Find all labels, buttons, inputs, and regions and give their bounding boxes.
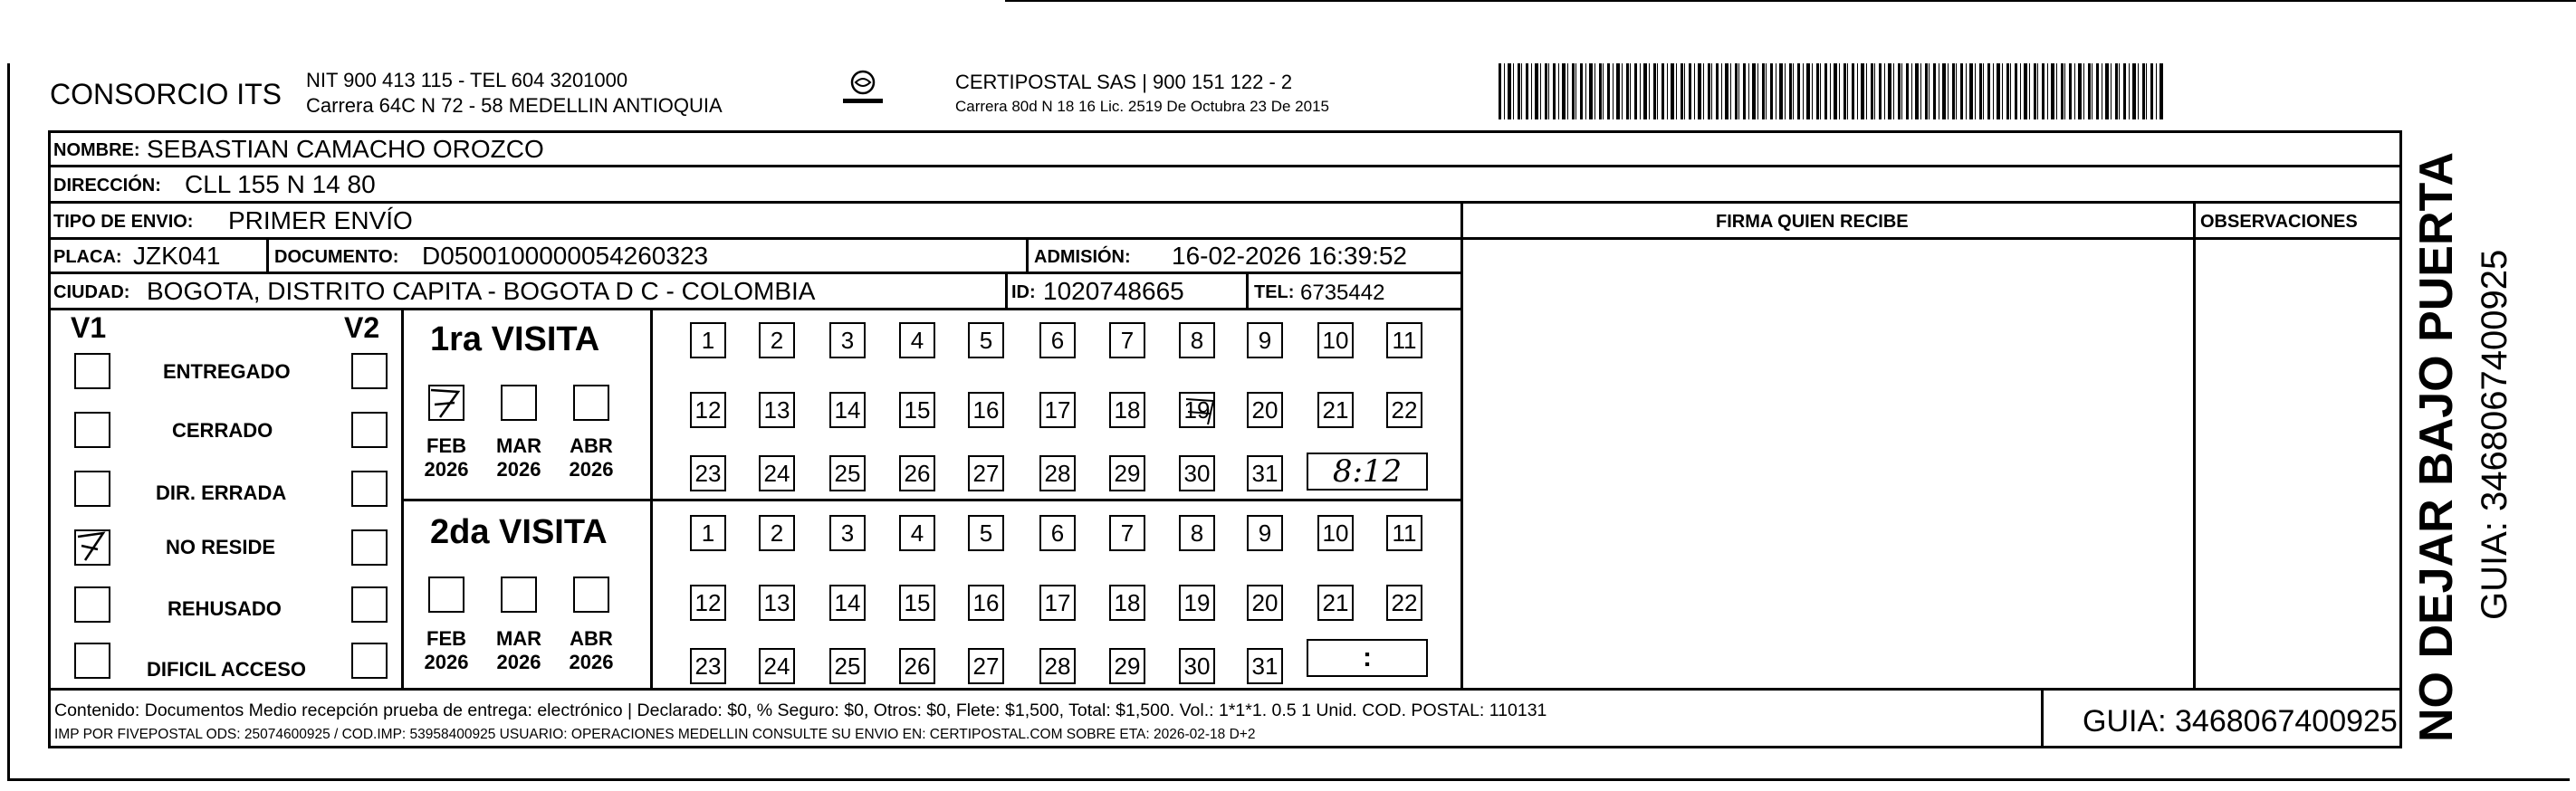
- visit2-day-26[interactable]: 26: [899, 648, 935, 684]
- visit2-day-19[interactable]: 19: [1179, 585, 1215, 621]
- barcode: [1499, 63, 2164, 119]
- table-left-line: [48, 130, 51, 748]
- v1-checkbox-rehusado[interactable]: [74, 586, 110, 623]
- visit1-day-29[interactable]: 29: [1109, 455, 1145, 491]
- form-left-edge: [7, 63, 10, 778]
- placa-label: PLACA:: [53, 247, 122, 267]
- visit2-day-30[interactable]: 30: [1179, 648, 1215, 684]
- visit2-day-13[interactable]: 13: [759, 585, 795, 621]
- visit2-day-21[interactable]: 21: [1317, 585, 1354, 621]
- visit2-day-2[interactable]: 2: [759, 515, 795, 551]
- visit1-day-3[interactable]: 3: [829, 322, 866, 358]
- checkmark-icon: [427, 383, 464, 419]
- visit2-day-4[interactable]: 4: [899, 515, 935, 551]
- visit2-day-3[interactable]: 3: [829, 515, 866, 551]
- visit1-day-31[interactable]: 31: [1247, 455, 1283, 491]
- visit2-title: 2da VISITA: [430, 513, 608, 551]
- documento-value: D0500100000054260323: [422, 242, 709, 270]
- visit1-day-14[interactable]: 14: [829, 392, 866, 428]
- direccion-label: DIRECCIÓN:: [53, 176, 161, 195]
- certipostal-license: Carrera 80d N 18 16 Lic. 2519 De Octubra 23 De 2015: [955, 98, 1329, 115]
- v1-checkbox-no-reside[interactable]: [74, 529, 110, 566]
- status-dificil-acceso: DIFICIL ACCESO: [147, 658, 307, 681]
- ciudad-value: BOGOTA, DISTRITO CAPITA - BOGOTA D C - COLOMBIA: [147, 277, 816, 305]
- placa-value: JZK041: [133, 242, 221, 270]
- certipostal-logo: [838, 69, 888, 109]
- status-no-reside: NO RESIDE: [166, 536, 276, 558]
- side-text: [2404, 127, 2576, 760]
- visit1-day-13[interactable]: 13: [759, 392, 795, 428]
- visit1-day-24[interactable]: 24: [759, 455, 795, 491]
- visit1-day-18[interactable]: 18: [1109, 392, 1145, 428]
- visit2-time: :: [1363, 643, 1372, 672]
- row-line-1: [48, 165, 2402, 167]
- observaciones-header: OBSERVACIONES: [2200, 212, 2358, 232]
- visit2-day-8[interactable]: 8: [1179, 515, 1215, 551]
- visit2-day-7[interactable]: 7: [1109, 515, 1145, 551]
- checkmark-icon: [72, 526, 109, 562]
- company-name: CONSORCIO ITS: [50, 78, 282, 110]
- tipo-envio-label: TIPO DE ENVIO:: [53, 212, 194, 232]
- visit1-day-16[interactable]: 16: [968, 392, 1004, 428]
- visit2-day-18[interactable]: 18: [1109, 585, 1145, 621]
- v1-checkbox-dificil-acceso[interactable]: [74, 643, 110, 679]
- footer-contenido: Contenido: Documentos Medio recepción prueba de entrega: electrónico | Declarado: $0, % Seguro: $0, Otros: $0, Flete: $1,500, Total: $1,500. Vol.: 1*1*1. 0.5 1 Unid. COD. POSTAL: 110131: [54, 700, 1547, 720]
- certipostal-company: CERTIPOSTAL SAS | 900 151 122 - 2: [955, 71, 1293, 93]
- id-value: 1020748665: [1043, 277, 1184, 305]
- top-edge-line: [1005, 0, 2576, 2]
- visit1-day-15[interactable]: 15: [899, 392, 935, 428]
- footer-guia: GUIA: 3468067400925: [2083, 704, 2398, 739]
- visit1-month-feb-checkbox[interactable]: [428, 385, 464, 421]
- visit2-day-16[interactable]: 16: [968, 585, 1004, 621]
- visit1-day-2[interactable]: 2: [759, 322, 795, 358]
- tel-label: TEL:: [1254, 282, 1295, 302]
- visit1-day-12[interactable]: 12: [690, 392, 726, 428]
- visit2-day-28[interactable]: 28: [1039, 648, 1076, 684]
- visit1-day-9[interactable]: 9: [1247, 322, 1283, 358]
- tipo-envio-value: PRIMER ENVÍO: [228, 206, 413, 234]
- visit2-day-6[interactable]: 6: [1039, 515, 1076, 551]
- v2-checkbox-dificil-acceso[interactable]: [351, 643, 388, 679]
- company-address: Carrera 64C N 72 - 58 MEDELLIN ANTIOQUIA: [306, 94, 723, 117]
- visit1-day-22[interactable]: 22: [1386, 392, 1422, 428]
- nombre-value: SEBASTIAN CAMACHO OROZCO: [147, 135, 544, 163]
- visit2-time-box[interactable]: [1307, 639, 1428, 677]
- visit1-day-5[interactable]: 5: [968, 322, 1004, 358]
- visit2-day-1[interactable]: 1: [690, 515, 726, 551]
- row-line-5: [48, 308, 1462, 310]
- visit2-month-mar-checkbox[interactable]: [501, 577, 537, 613]
- firma-header: FIRMA QUIEN RECIBE: [1716, 212, 1909, 232]
- visit1-time-box[interactable]: [1307, 453, 1428, 491]
- row-line-4: [48, 272, 1462, 274]
- visit1-title: 1ra VISITA: [430, 320, 600, 358]
- admision-divider: [1026, 237, 1029, 273]
- v1-checkbox-entregado[interactable]: [74, 353, 110, 389]
- visit1-month-feb: FEB 2026: [424, 434, 469, 481]
- visit1-month-mar: MAR 2026: [495, 434, 542, 481]
- visit1-day-27[interactable]: 27: [968, 455, 1004, 491]
- visit2-day-12[interactable]: 12: [690, 585, 726, 621]
- table-top-line: [48, 130, 2402, 133]
- side-guia: GUIA: 3468067400925: [2475, 249, 2514, 620]
- visit1-time: 8:12: [1332, 453, 1403, 490]
- visit2-day-31[interactable]: 31: [1247, 648, 1283, 684]
- visit2-day-5[interactable]: 5: [968, 515, 1004, 551]
- visit1-day-4[interactable]: 4: [899, 322, 935, 358]
- visit2-month-feb: FEB 2026: [424, 627, 469, 674]
- row-line-3: [48, 237, 2402, 240]
- documento-label: DOCUMENTO:: [274, 247, 399, 267]
- status-dir-errada: DIR. ERRADA: [156, 481, 287, 504]
- visit2-day-17[interactable]: 17: [1039, 585, 1076, 621]
- visit1-day-8[interactable]: 8: [1179, 322, 1215, 358]
- col-obs-divider: [2193, 201, 2196, 690]
- visit2-day-15[interactable]: 15: [899, 585, 935, 621]
- table-right-line: [2399, 130, 2402, 748]
- admision-label: ADMISIÓN:: [1034, 247, 1131, 267]
- tel-value: 6735442: [1300, 281, 1385, 305]
- visit1-month-abr: ABR 2026: [569, 434, 614, 481]
- table-bottom-line: [48, 746, 2402, 748]
- v2-checkbox-entregado[interactable]: [351, 353, 388, 389]
- form-bottom-edge: [7, 778, 2570, 781]
- visit2-day-11[interactable]: 11: [1386, 515, 1422, 551]
- v2-checkbox-dir-errada[interactable]: [351, 471, 388, 507]
- tel-divider: [1246, 272, 1249, 308]
- col-firma-divider: [1460, 201, 1463, 690]
- visit2-month-feb-checkbox[interactable]: [428, 577, 464, 613]
- visit1-day-28[interactable]: 28: [1039, 455, 1076, 491]
- ciudad-label: CIUDAD:: [53, 282, 130, 302]
- admision-value: 16-02-2026 16:39:52: [1172, 242, 1407, 270]
- status-cerrado: CERRADO: [172, 419, 273, 442]
- visit2-day-27[interactable]: 27: [968, 648, 1004, 684]
- footer-imp: IMP POR FIVEPOSTAL ODS: 25074600925 / COD.IMP: 53958400925 USUARIO: OPERACIONES MEDELLIN CONSULTE SU ENVIO EN: CERTIPOSTAL.COM SOBRE ETA: 2026-02-18 D+2: [54, 727, 1256, 742]
- id-label: ID:: [1011, 282, 1036, 302]
- placa-divider: [266, 237, 269, 273]
- strike-mark-icon: [1181, 394, 1217, 430]
- visit2-month-mar: MAR 2026: [495, 627, 542, 674]
- visit1-day-11[interactable]: 11: [1386, 322, 1422, 358]
- row-line-2: [48, 201, 2402, 204]
- id-divider: [1005, 272, 1008, 308]
- visit2-day-10[interactable]: 10: [1317, 515, 1354, 551]
- visit1-day-1[interactable]: 1: [690, 322, 726, 358]
- direccion-value: CLL 155 N 14 80: [185, 170, 376, 198]
- visit2-day-14[interactable]: 14: [829, 585, 866, 621]
- visit2-day-29[interactable]: 29: [1109, 648, 1145, 684]
- v2-checkbox-no-reside[interactable]: [351, 529, 388, 566]
- visit2-month-abr-checkbox[interactable]: [573, 577, 609, 613]
- visit2-day-23[interactable]: 23: [690, 648, 726, 684]
- status-rehusado: REHUSADO: [168, 597, 282, 620]
- v2-checkbox-cerrado[interactable]: [351, 412, 388, 448]
- visit1-day-7[interactable]: 7: [1109, 322, 1145, 358]
- visit1-month-abr-checkbox[interactable]: [573, 385, 609, 421]
- visit-divider: [401, 499, 1462, 501]
- status-entregado: ENTREGADO: [163, 360, 291, 383]
- v1-checkbox-dir-errada[interactable]: [74, 471, 110, 507]
- v1-checkbox-cerrado[interactable]: [74, 412, 110, 448]
- visit2-day-25[interactable]: 25: [829, 648, 866, 684]
- visit2-day-24[interactable]: 24: [759, 648, 795, 684]
- visit2-month-abr: ABR 2026: [569, 627, 614, 674]
- visit1-day-6[interactable]: 6: [1039, 322, 1076, 358]
- visit1-day-19[interactable]: 19: [1179, 392, 1215, 428]
- no-dejar-bajo-puerta: NO DEJAR BAJO PUERTA: [2410, 151, 2463, 742]
- visit1-day-30[interactable]: 30: [1179, 455, 1215, 491]
- visit1-day-26[interactable]: 26: [899, 455, 935, 491]
- visit1-day-20[interactable]: 20: [1247, 392, 1283, 428]
- visit1-day-25[interactable]: 25: [829, 455, 866, 491]
- nombre-label: NOMBRE:: [53, 140, 140, 160]
- visit2-day-22[interactable]: 22: [1386, 585, 1422, 621]
- visit1-day-21[interactable]: 21: [1317, 392, 1354, 428]
- company-nit: NIT 900 413 115 - TEL 604 3201000: [306, 69, 628, 91]
- footer-guia-divider: [2041, 688, 2044, 748]
- v2-label: V2: [344, 311, 380, 344]
- visit1-day-10[interactable]: 10: [1317, 322, 1354, 358]
- visit1-day-17[interactable]: 17: [1039, 392, 1076, 428]
- visit2-day-9[interactable]: 9: [1247, 515, 1283, 551]
- v1-label: V1: [71, 311, 107, 344]
- visit1-day-23[interactable]: 23: [690, 455, 726, 491]
- v2-checkbox-rehusado[interactable]: [351, 586, 388, 623]
- visit1-month-mar-checkbox[interactable]: [501, 385, 537, 421]
- visit2-day-20[interactable]: 20: [1247, 585, 1283, 621]
